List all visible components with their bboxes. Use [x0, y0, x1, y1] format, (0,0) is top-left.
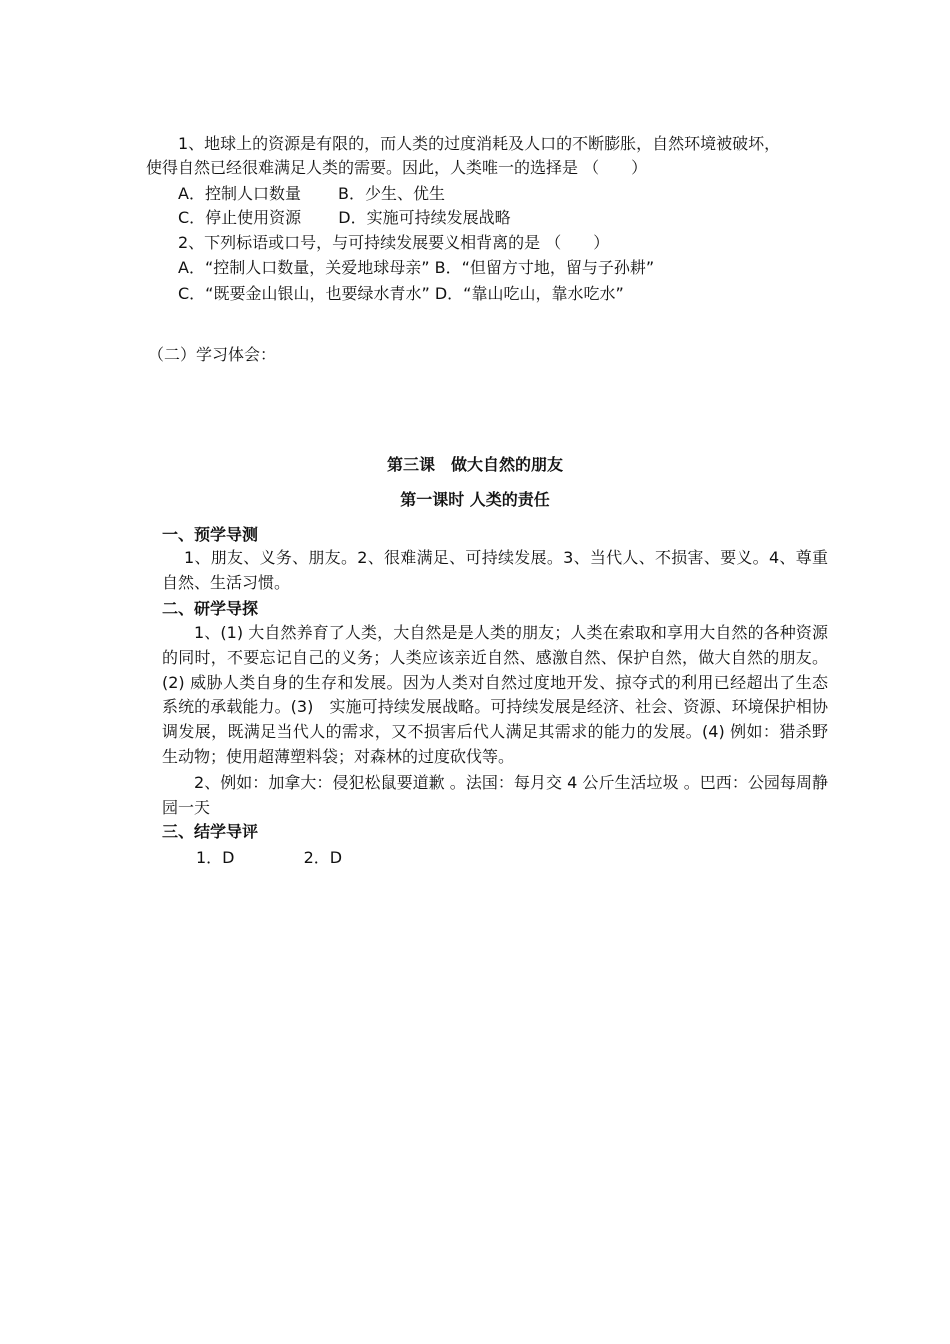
section-2-paragraph-2: 2、例如：加拿大：侵犯松鼠要道歉 。法国：每月交 4 公斤生活垃圾 。巴西：公园每周静园一天 [162, 773, 828, 817]
section-2-heading: 二、研学导探 [162, 599, 259, 618]
section-2-paragraph-1: 1、(1) 大自然养育了人类，大自然是是人类的朋友；人类在索取和享用大自然的各种资源的同时，不要忘记自己的义务；人类应该亲近自然、感激自然、保护自然，做大自然的朋友。(2) 威胁人类自身的生存和发展。因为人类对自然过度地开发、掠夺式的利用已经超出了生态系统的承载能力。(3) 实施可持续发展战略。可持续发展是经济、社会、资源、环境保护相协调发展，既满足当代人的需求，又不损害后代人满足其需求的能力的发展。(4) 例如：猎杀野生动物；使用超薄塑料袋；对森林的过度砍伐等。 [162, 623, 828, 766]
section-1-heading: 一、预学导测 [162, 525, 259, 544]
question-1-options-ab: A．控制人口数量 B．少生、优生 [178, 184, 446, 203]
section-1-body: 1、朋友、义务、朋友。2、很难满足、可持续发展。3、当代人、不损害、要义。4、尊重自然、生活习惯。 [162, 548, 828, 592]
lesson-title: 第三课 做大自然的朋友 [386, 455, 563, 474]
question-2-line-1: 2、下列标语或口号，与可持续发展要义相背离的是 （ ） [178, 233, 610, 252]
section-3-answers: 1．D 2．D [196, 848, 343, 867]
lesson-subtitle: 第一课时 人类的责任 [400, 490, 550, 509]
study-reflection-heading: （二）学习体会： [148, 345, 277, 364]
question-1-line-2: 使得自然已经很难满足人类的需要。因此，人类唯一的选择是 （ ） [146, 158, 648, 177]
question-1-options-cd: C．停止使用资源 D．实施可持续发展战略 [178, 208, 511, 227]
question-2-options-cd: C．“既要金山银山，也要绿水青水” D．“靠山吃山，靠水吃水” [178, 284, 624, 303]
question-1-line-1: 1、地球上的资源是有限的，而人类的过度消耗及人口的不断膨胀，自然环境被破坏， [178, 134, 781, 153]
section-3-heading: 三、结学导评 [162, 822, 259, 841]
question-2-options-ab: A．“控制人口数量，关爱地球母亲” B．“但留方寸地，留与子孙耕” [178, 258, 655, 277]
